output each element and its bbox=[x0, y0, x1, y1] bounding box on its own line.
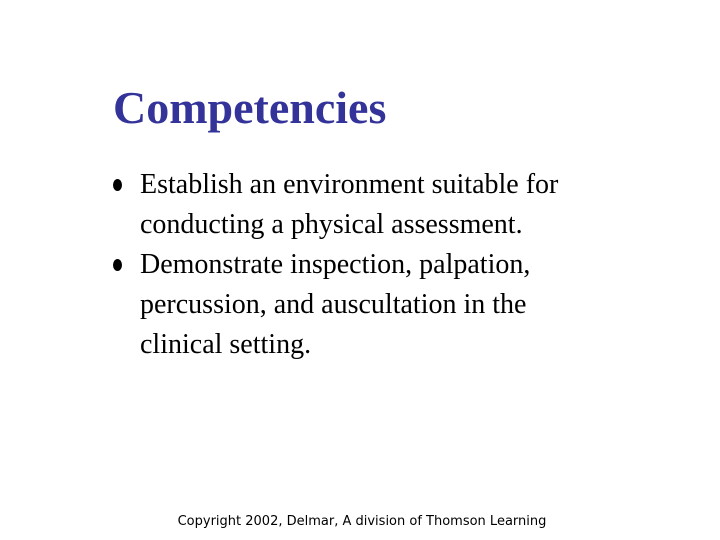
slide-title: Competencies bbox=[113, 82, 387, 133]
bullet-dot-icon bbox=[113, 259, 122, 271]
bullet-text: Demonstrate inspection, palpation, percussion, and auscultation in the clinical setting. bbox=[140, 249, 531, 360]
bullet-list bbox=[113, 165, 593, 365]
bullet-dot-icon bbox=[113, 179, 122, 191]
copyright-footer: Copyright 2002, Delmar, A division of Thomson Learning bbox=[177, 514, 547, 529]
bullet-item bbox=[113, 165, 593, 245]
bullet-text: Establish an environment suitable for conducting a physical assessment. bbox=[140, 169, 559, 240]
bullet-item bbox=[113, 245, 593, 365]
